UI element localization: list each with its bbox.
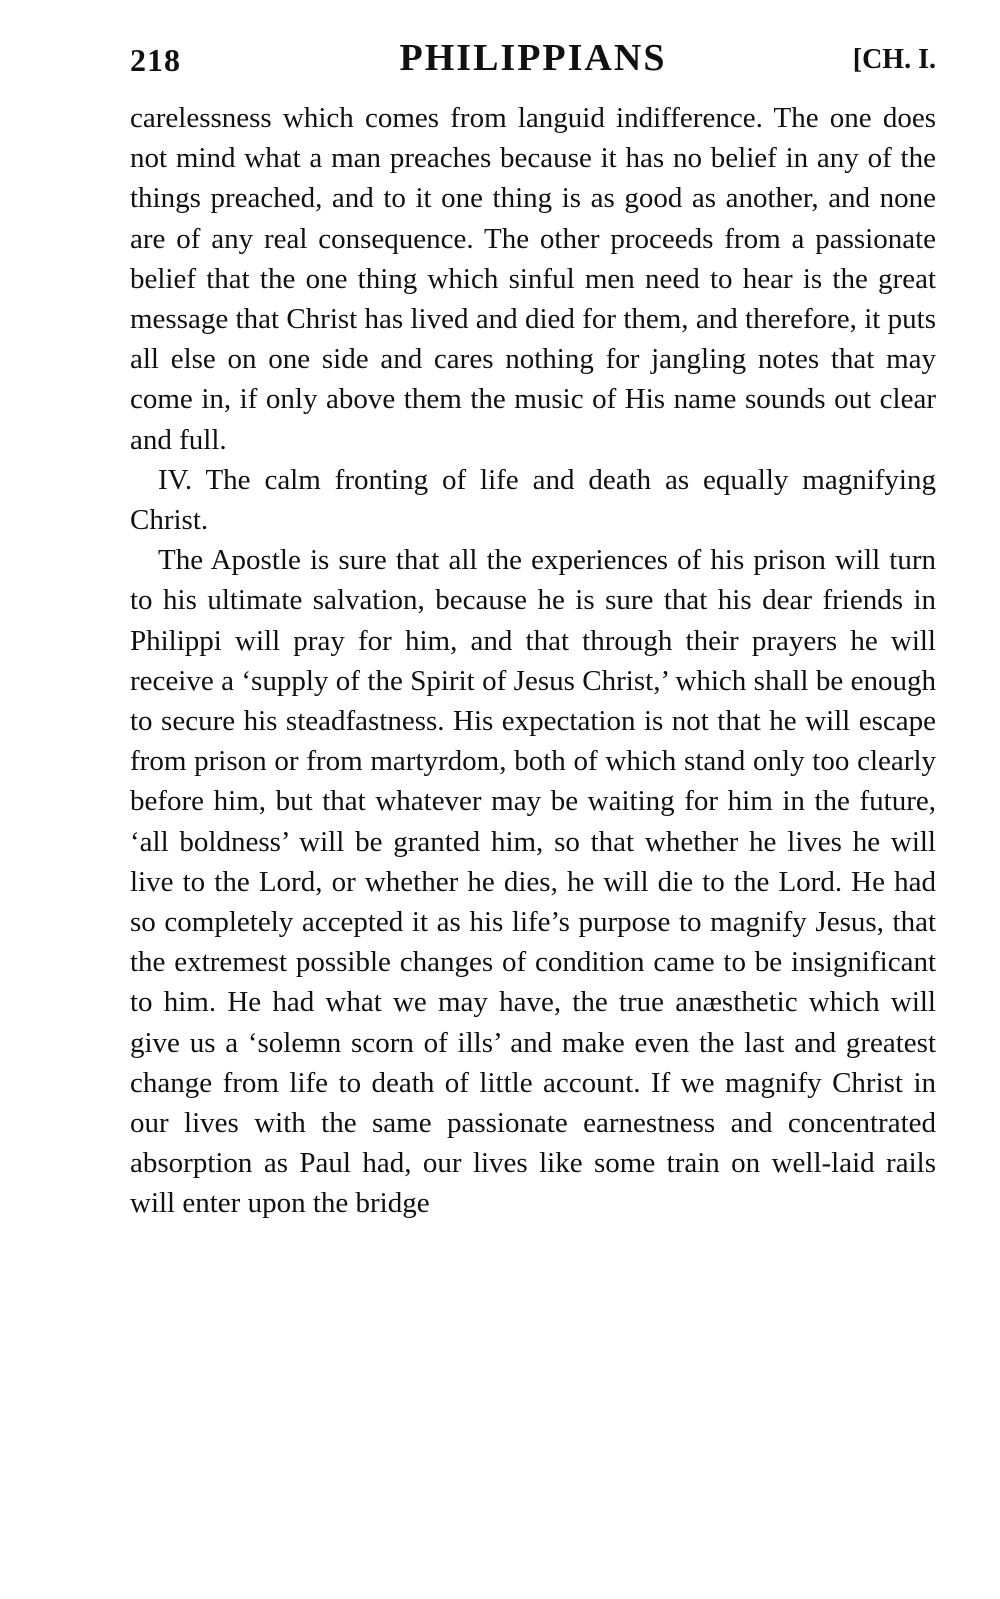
paragraph-apostle: The Apostle is sure that all the experiences of his prison will turn to his ultimate salvation, because he is sure that his dear friends in Philippi will pray for him, and that through their prayers he will receive a ‘supply of the Spirit of Jesus Christ,’ which shall be enough to secure his steadfastness. His expectation is not that he will escape from prison or from martyrdom, both of which stand only too clearly before him, but that whatever may be waiting for him in the future, ‘all boldness’ will be granted him, so that whether he lives he will live to the Lord, or whether he dies, he will die to the Lord. He had so completely accepted it as his life’s purpose to magnify Jesus, that the extremest possible changes of condition came to be insignificant to him. He had what we may have, the true anæsthetic which will give us a ‘solemn scorn of ills’ and make even the last and greatest change from life to death of little account. If we magnify Christ in our lives with the same passionate earnestness and concentrated absorption as Paul had, our lives like some train on well-laid rails will enter upon the bridge bbox=[130, 544, 936, 1220]
page-header bbox=[130, 36, 936, 92]
paragraph-section-heading: IV. The calm fronting of life and death as equally magnifying Christ. bbox=[130, 463, 936, 537]
book-page bbox=[130, 36, 936, 1224]
paragraph-continuation: carelessness which comes from languid indifference. The one does not mind what a man preaches because it has no belief in any of the things preached, and to it one thing is as good as another, and none are of any real consequence. The other proceeds from a passionate belief that the one thing which sinful men need to hear is the great message that Christ has lived and died for them, and therefore, it puts all else on one side and cares nothing for jangling notes that may come in, if only above them the music of His name sounds out clear and full. bbox=[130, 102, 936, 456]
body-text bbox=[130, 98, 936, 1224]
page-number: 218 bbox=[130, 42, 181, 78]
chapter-reference: [CH. I. bbox=[852, 44, 936, 75]
running-title: PHILIPPIANS bbox=[399, 37, 667, 79]
